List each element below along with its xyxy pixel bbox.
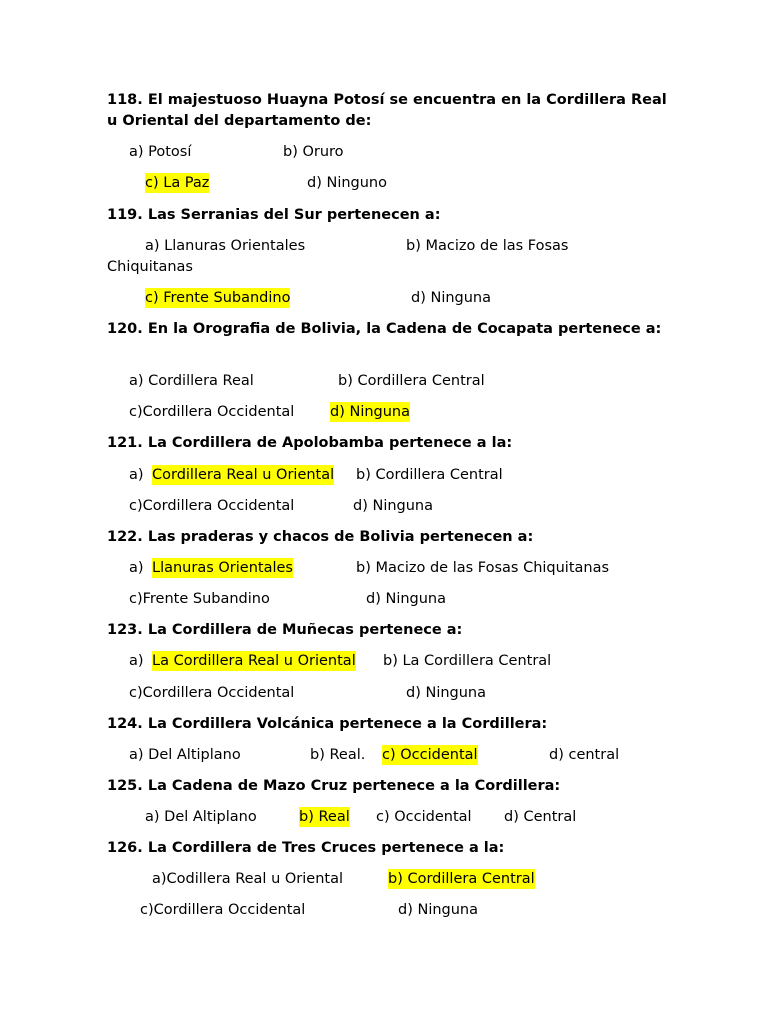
question-120: 120. En la Orografia de Bolivia, la Cadena de Cocapata pertenece a: [107, 321, 662, 337]
option-124-b: b) Real. [310, 747, 366, 763]
option-119-b-continued: Chiquitanas [107, 259, 193, 275]
option-120-c: c)Cordillera Occidental [129, 404, 295, 420]
option-118-d: d) Ninguno [307, 175, 387, 191]
option-123-a-marker: a) [129, 653, 144, 669]
option-126-a: a)Codillera Real u Oriental [152, 871, 343, 887]
option-125-d: d) Central [504, 809, 577, 825]
option-119-c-answer: c) Frente Subandino [145, 290, 291, 306]
option-121-d: d) Ninguna [353, 498, 434, 514]
option-118-b: b) Oruro [283, 144, 344, 160]
option-122-a-marker: a) [129, 560, 144, 576]
option-123-d: d) Ninguna [406, 685, 487, 701]
option-119-b: b) Macizo de las Fosas [406, 238, 569, 254]
option-126-b-answer: b) Cordillera Central [388, 871, 535, 887]
option-126-c: c)Cordillera Occidental [140, 902, 306, 918]
option-122-a-answer: Llanuras Orientales [152, 560, 293, 576]
option-125-a: a) Del Altiplano [145, 809, 257, 825]
question-118: 118. El majestuoso Huayna Potosí se encuentra en la Cordillera Real u Oriental del departamento de: [107, 92, 667, 129]
option-121-a-answer: Cordillera Real u Oriental [152, 467, 335, 483]
question-124: 124. La Cordillera Volcánica pertenece a la Cordillera: [107, 716, 548, 732]
question-119: 119. Las Serranias del Sur pertenecen a: [107, 207, 441, 223]
option-123-a-answer: La Cordillera Real u Oriental [152, 653, 356, 669]
option-121-a-marker: a) [129, 467, 144, 483]
option-123-b: b) La Cordillera Central [383, 653, 552, 669]
question-122: 122. Las praderas y chacos de Bolivia pertenecen a: [107, 529, 534, 545]
option-126-d: d) Ninguna [398, 902, 479, 918]
option-119-d: d) Ninguna [411, 290, 492, 306]
option-118-c-answer: c) La Paz [145, 175, 210, 191]
option-121-b: b) Cordillera Central [356, 467, 503, 483]
option-124-d: d) central [549, 747, 620, 763]
question-123: 123. La Cordillera de Muñecas pertenece a: [107, 622, 463, 638]
question-121: 121. La Cordillera de Apolobamba pertenece a la: [107, 435, 513, 451]
option-124-a: a) Del Altiplano [129, 747, 241, 763]
option-125-b-answer: b) Real [299, 809, 350, 825]
option-121-c: c)Cordillera Occidental [129, 498, 295, 514]
option-119-a: a) Llanuras Orientales [145, 238, 306, 254]
option-124-c-answer: c) Occidental [382, 747, 478, 763]
option-125-c: c) Occidental [376, 809, 472, 825]
option-120-a: a) Cordillera Real [129, 373, 254, 389]
option-118-a: a) Potosí [129, 144, 192, 160]
question-125: 125. La Cadena de Mazo Cruz pertenece a la Cordillera: [107, 778, 561, 794]
option-120-b: b) Cordillera Central [338, 373, 485, 389]
option-122-d: d) Ninguna [366, 591, 447, 607]
option-122-b: b) Macizo de las Fosas Chiquitanas [356, 560, 610, 576]
option-123-c: c)Cordillera Occidental [129, 685, 295, 701]
question-126: 126. La Cordillera de Tres Cruces pertenece a la: [107, 840, 505, 856]
option-122-c: c)Frente Subandino [129, 591, 270, 607]
option-120-d-answer: d) Ninguna [330, 404, 411, 420]
